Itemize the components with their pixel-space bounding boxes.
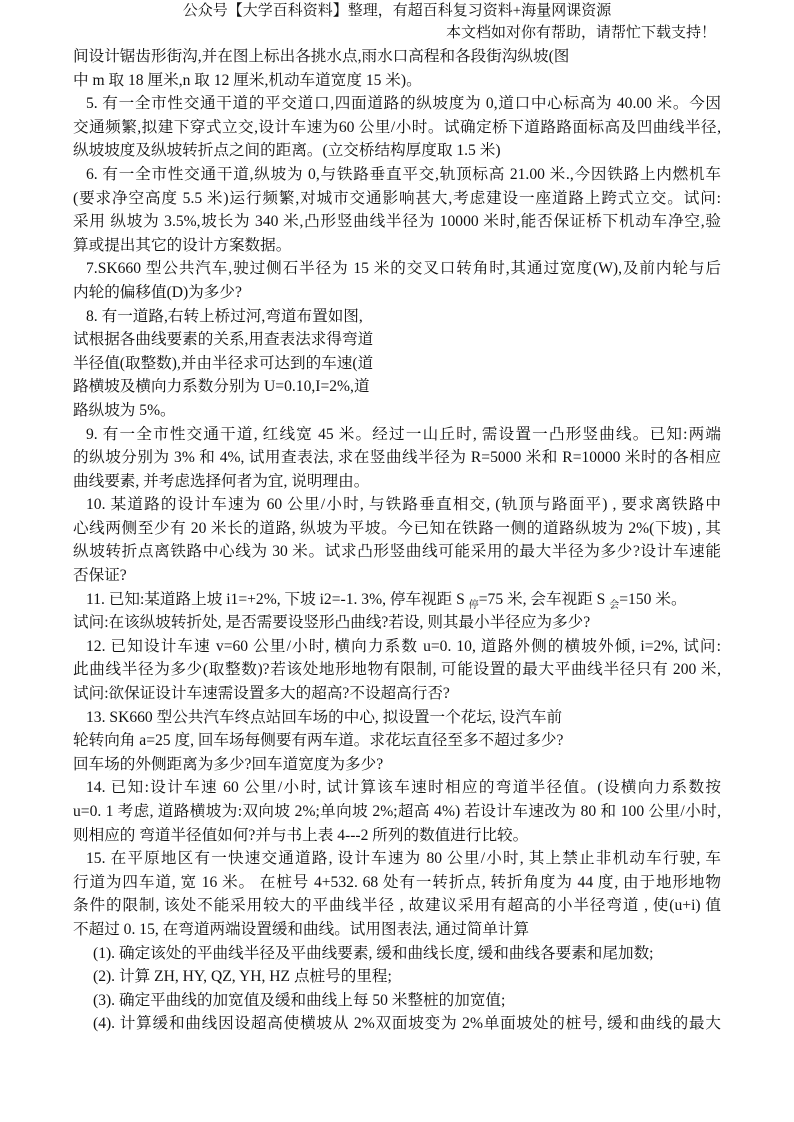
text-line: 纵坡坡度及纵坡转折点之间的距离。(立交桥结构厚度取 1.5 米) [73, 142, 501, 160]
text-line: 间设计锯齿形街沟,并在图上标出各挑水点,雨水口高程和各段街沟纵坡(图 [73, 48, 570, 65]
text-line: 8. 有一道路,右转上桥过河,弯道布置如图, [86, 307, 363, 325]
text-line: 14. 已知:设计车速 60 公里/小时, 试计算该车速时相应的弯道半径值。(设横向力系数按 [86, 779, 721, 797]
text-line: 算或提出其它的设计方案数据。 [73, 236, 292, 254]
text-line: 试根据各曲线要素的关系,用查表法求得弯道 [73, 331, 374, 349]
text-line: 7.SK660 型公共汽车,驶过侧石半径为 15 米的交叉口转角时,其通过宽度(W),及前内轮与后 [86, 260, 721, 278]
text-line: 则相应的 弯道半径值如何?并与书上表 4---2 所列的数值进行比较。 [73, 826, 529, 844]
header-download-note: 本文档如对你有帮助，请帮忙下载支持！ [445, 25, 716, 41]
text-line: 回车场的外侧距离为多少?回车道宽度为多少? [73, 755, 384, 773]
header-promo: 公众号【大学百科资料】整理，有超百科复习资料+海量网课资源 [182, 3, 612, 19]
document-body [73, 45, 721, 1036]
text-line: 试问:欲保证设计车速需设置多大的超高?不设超高行否? [73, 685, 450, 703]
text-line: 内轮的偏移值(D)为多少? [73, 283, 242, 301]
text-line: u=0. 1 考虑, 道路横坡为:双向坡 2%;单向坡 2%;超高 4%) 若设计车速改为 80 和 100 公里/小时, [73, 803, 721, 820]
text-line: 路横坡及横向力系数分别为 U=0.10,I=2%,道 [73, 378, 370, 396]
text-line: 心线两侧至少有 20 米长的道路, 纵坡为平坡。今已知在铁路一侧的道路纵坡为 2%(下坡) , 其 [73, 519, 721, 537]
text-segment: 11. 已知:某道路上坡 i1=+2%, 下坡 i2=-1. 3%, 停车视距 S [86, 590, 469, 608]
text-line: 5. 有一全市性交通干道的平交道口,四面道路的纵坡度为 0,道口中心标高为 40.00 米。今因 [86, 95, 721, 113]
text-line: 条件的限制, 该处不能采用较大的平曲线半径 , 故建议采用有超高的小半径弯道 , 使(u+i) 值 [73, 897, 721, 915]
text-line: 15. 在平原地区有一快速交通道路, 设计车速为 80 公里/小时, 其上禁止非机动车行驶, 车 [86, 850, 721, 868]
text-line: 中 m 取 18 厘米,n 取 12 厘米,机动车道宽度 15 米)。 [73, 71, 422, 89]
text-segment: =75 米, 会车视距 S [478, 590, 610, 608]
text-line: 13. SK660 型公共汽车终点站回车场的中心, 拟设置一个花坛, 设汽车前 [86, 708, 563, 726]
text-line: 采用 纵坡为 3.5%,坡长为 340 米,凸形竖曲线半径为 10000 米时,能否保证桥下机动车净空,验 [73, 213, 721, 231]
text-line: 的纵坡分别为 3% 和 4%, 试用查表法, 求在竖曲线半径为 R=5000 米和 R=10000 米时的各相应 [73, 449, 721, 467]
text-line: 交通频繁,拟建下穿式立交,设计车速为60 公里/小时。试确定桥下道路路面标高及凹曲线半径, [73, 118, 721, 136]
text-line: 12. 已知设计车速 v=60 公里/小时, 横向力系数 u=0. 10, 道路外侧的横坡外倾, i=2%, 试问: [86, 637, 721, 655]
text-line: (3). 确定平曲线的加宽值及缓和曲线上每 50 米整桩的加宽值; [93, 991, 506, 1009]
text-line: (1). 确定该处的平曲线半径及平曲线要素, 缓和曲线长度, 缓和曲线各要素和尾加数; [93, 944, 654, 962]
text-segment: =150 米。 [619, 590, 687, 608]
text-line: 纵坡转折点离铁路中心线为 30 米。试求凸形竖曲线可能采用的最大半径为多少?设计车速能 [73, 543, 721, 561]
text-line: 此曲线半径为多少(取整数)?若该处地形地物有限制, 可能设置的最大平曲线半径只有 200 米, [73, 661, 721, 679]
text-line: 否保证? [73, 567, 127, 585]
text-line: 不超过 0. 15, 在弯道两端设置缓和曲线。试用图表法, 通过简单计算 [73, 920, 530, 938]
text-line: 6. 有一全市性交通干道,纵坡为 0,与铁路垂直平交,轨顶标高 21.00 米.,今因铁路上内燃机车 [86, 165, 721, 183]
text-line: (2). 计算 ZH, HY, QZ, YH, HZ 点桩号的里程; [93, 968, 392, 986]
subscript: 停 [468, 599, 479, 611]
text-line: 曲线要素, 并考虑选择何者为宜, 说明理由。 [73, 472, 370, 490]
text-line: 9. 有一全市性交通干道, 红线宽 45 米。经过一山丘时, 需设置一凸形竖曲线。已知:两端 [86, 425, 721, 443]
text-line: 路纵坡为 5%。 [73, 401, 176, 419]
text-line: (4). 计算缓和曲线因设超高使横坡从 2%双面坡变为 2%单面坡处的桩号, 缓和曲线的最大 [93, 1015, 721, 1033]
text-line: 试问:在该纵坡转折处, 是否需要设竖形凸曲线?若设, 则其最小半径应为多少? [73, 614, 591, 632]
text-line: 轮转向角 a=25 度, 回车场每侧要有两车道。求花坛直径至多不超过多少? [73, 732, 564, 750]
text-line [73, 588, 721, 612]
text-line: 行道为四车道, 宽 16 米。 在桩号 4+532. 68 处有一转折点, 转折角度为 44 度, 由于地形地物 [73, 873, 721, 891]
text-line: 10. 某道路的设计车速为 60 公里/小时, 与铁路垂直相交, (轨顶与路面平) , 要求离铁路中 [86, 496, 721, 514]
subscript: 会 [609, 599, 620, 611]
text-line: 半径值(取整数),并由半径求可达到的车速(道 [73, 354, 374, 372]
text-line: (要求净空高度 5.5 米)运行频繁,对城市交通影响甚大,考虑建设一座道路上跨式立交。试问: [73, 189, 721, 207]
